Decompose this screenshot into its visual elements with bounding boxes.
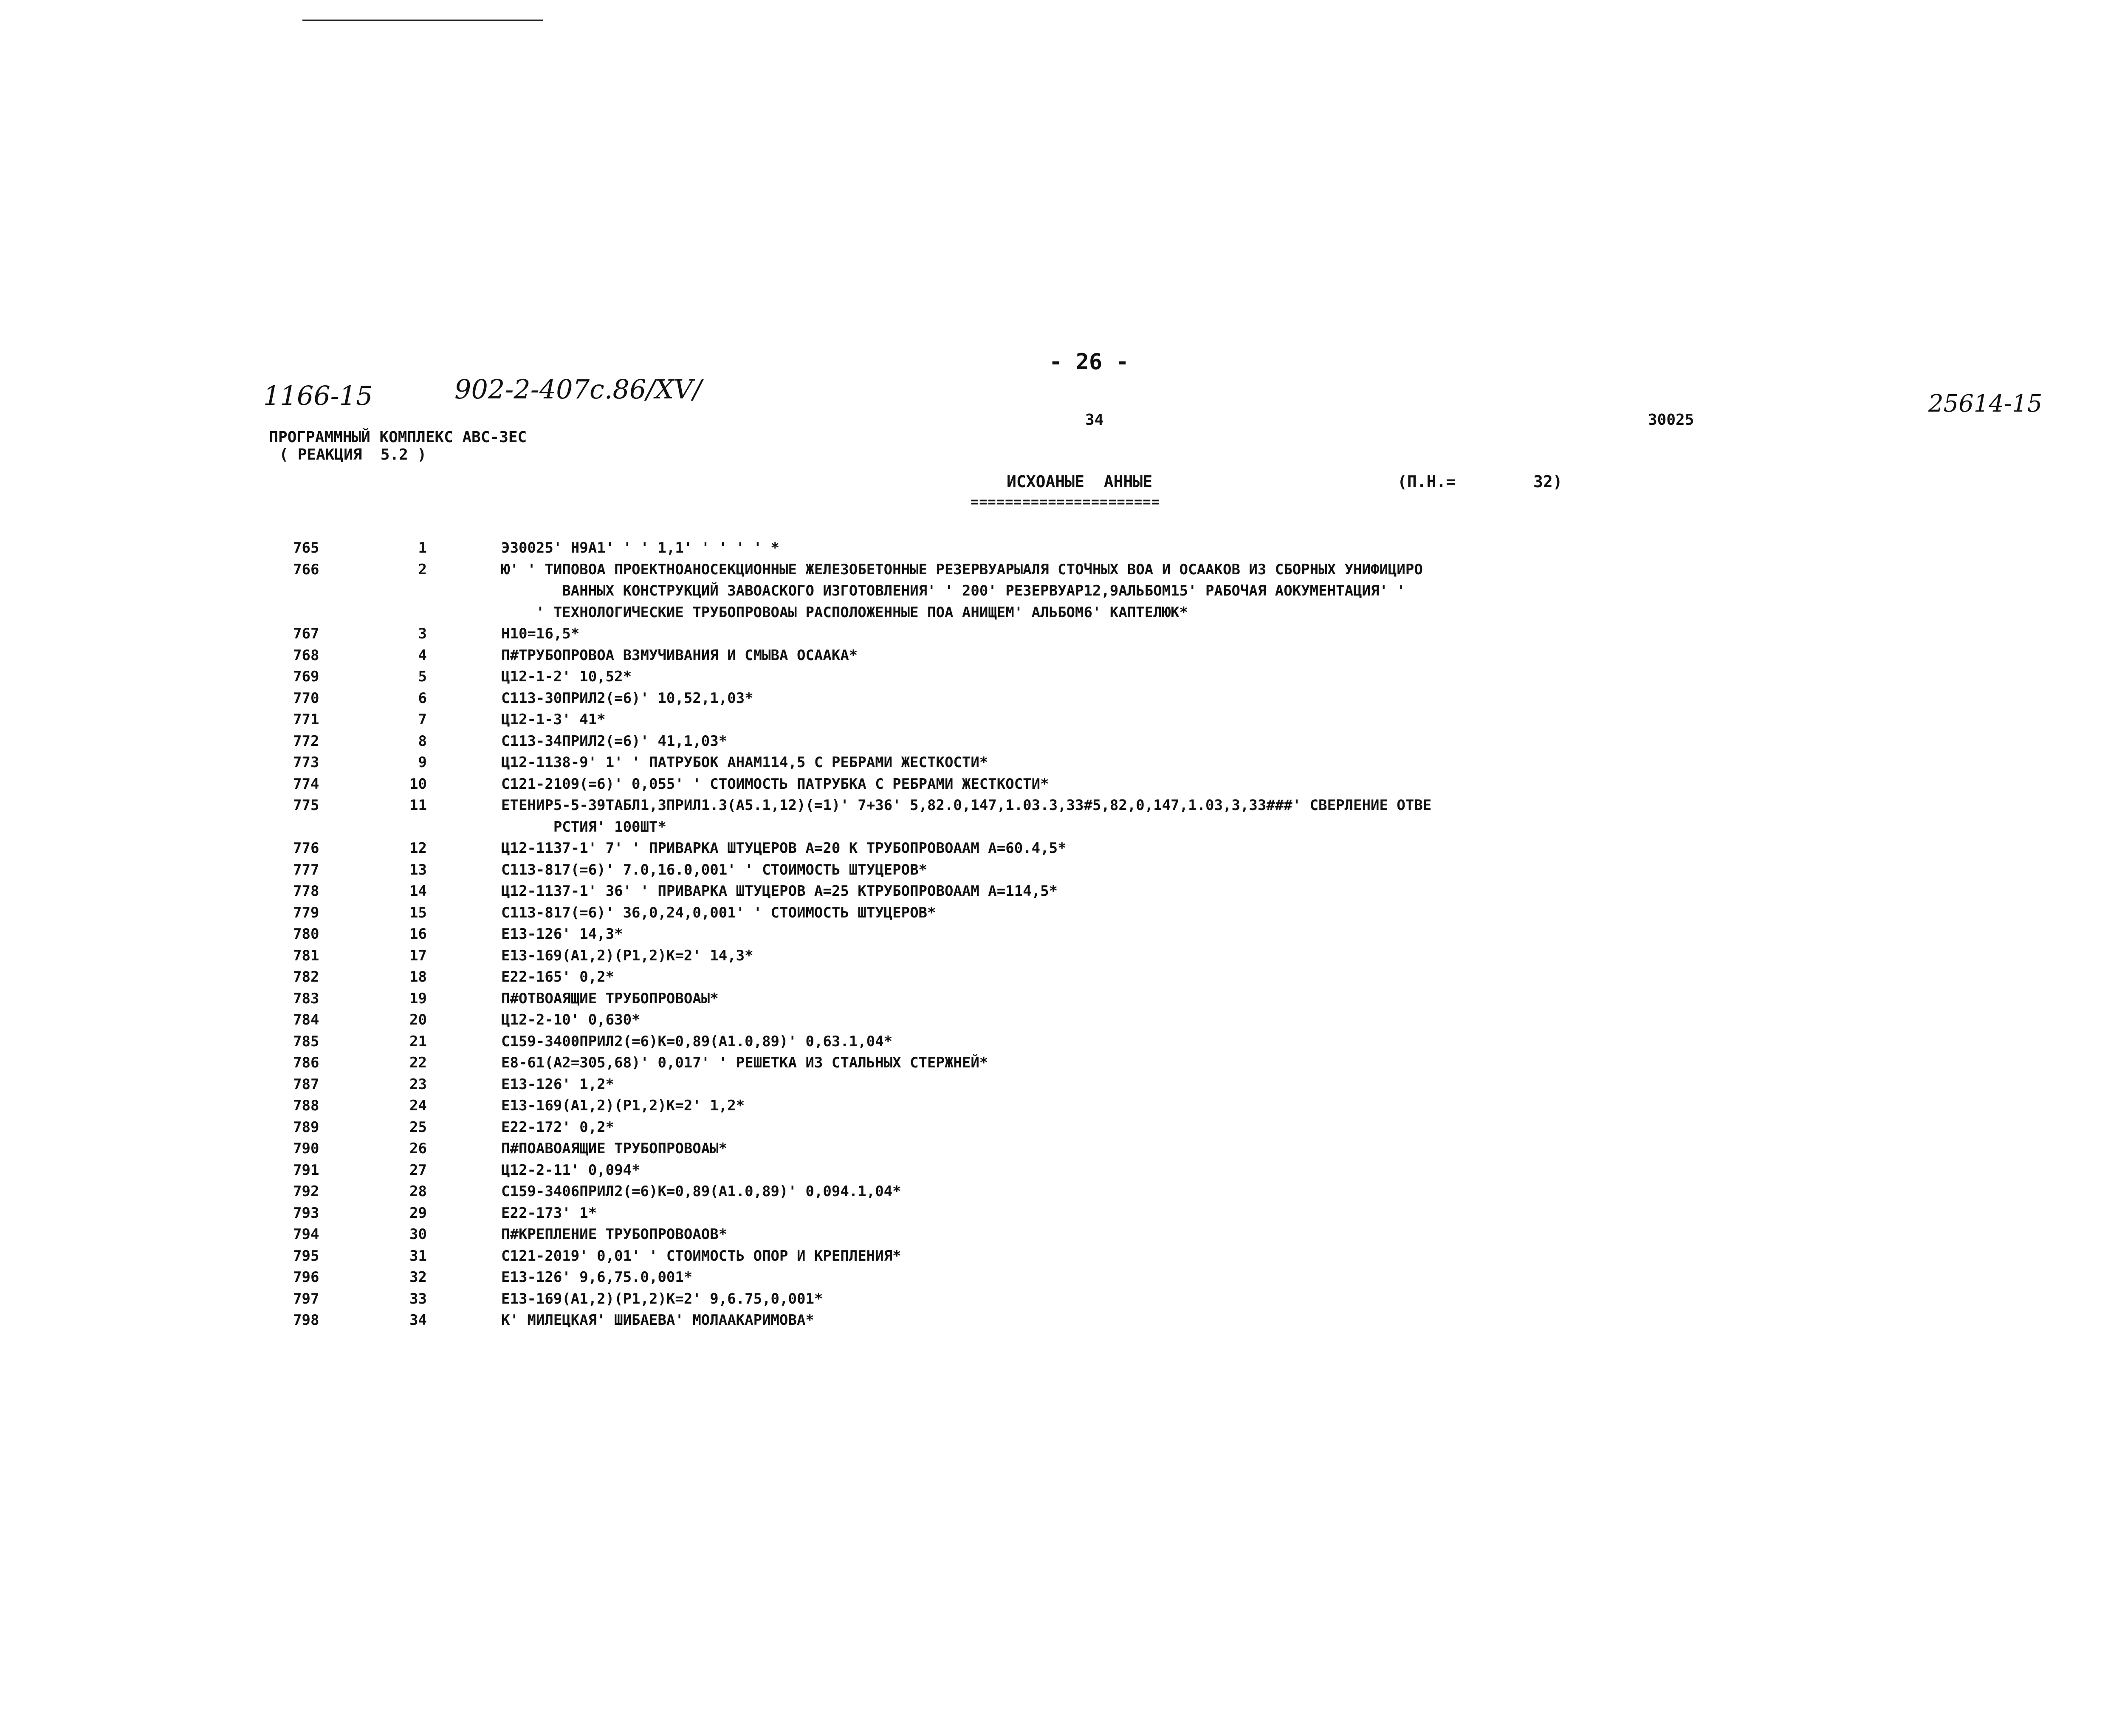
row-text: Ц12-1-2' 10,52* (501, 668, 632, 685)
row-text: С159-3406ПРИЛ2(=6)К=0,89(А1.0,89)' 0,094.1,04* (501, 1183, 901, 1200)
row-index: 24 (409, 1097, 427, 1114)
row-text: Е13-126' 14,3* (501, 926, 623, 943)
row-number: 776 (293, 840, 319, 857)
row-number: 788 (293, 1097, 319, 1114)
row-number: 778 (293, 883, 319, 900)
row-index: 11 (409, 797, 427, 814)
row-index: 33 (409, 1290, 427, 1307)
row-index: 5 (418, 668, 427, 685)
handwritten-right-code: 25614-15 (1928, 390, 2043, 418)
row-number: 792 (293, 1183, 319, 1200)
row-text: Е13-169(А1,2)(Р1,2)К=2' 1,2* (501, 1097, 745, 1114)
row-index: 4 (418, 646, 427, 664)
row-number: 798 (293, 1312, 319, 1329)
row-text: Е8-61(А2=305,68)' 0,017' ' РЕШЕТКА ИЗ СТАЛЬНЫХ СТЕРЖНЕЙ* (501, 1054, 988, 1071)
row-number: 782 (293, 968, 319, 985)
row-text: П#ПОАВОАЯЩИЕ ТРУБОПРОВОАЫ* (501, 1140, 728, 1157)
row-index: 25 (409, 1118, 427, 1136)
row-text: Ц12-1-3' 41* (501, 711, 606, 728)
row-index: 13 (409, 861, 427, 878)
row-text: С159-3400ПРИЛ2(=6)К=0,89(А1.0,89)' 0,63.1,04* (501, 1033, 893, 1050)
row-text: ЕТЕНИР5-5-39ТАБЛ1,3ПРИЛ1.3(А5.1,12)(=1)' 7+36' 5,82.0,147,1.03.3,33#5,82,0,147,1.03,3,33###' СВЕРЛЕНИЕ ОТВЕ (501, 797, 1432, 814)
row-index: 18 (409, 968, 427, 985)
row-number: 768 (293, 646, 319, 664)
row-text: К' МИЛЕЦКАЯ' ШИБАЕВА' МОЛААКАРИМОВА* (501, 1312, 814, 1329)
row-text: Е22-165' 0,2* (501, 968, 615, 985)
title-underline: ====================== (971, 494, 1160, 510)
row-text: С121-2019' 0,01' ' СТОИМОСТЬ ОПОР И КРЕПЛЕНИЯ* (501, 1247, 901, 1265)
row-number: 794 (293, 1226, 319, 1243)
row-number: 795 (293, 1247, 319, 1265)
row-number: 779 (293, 904, 319, 921)
row-number: 774 (293, 775, 319, 793)
row-number: 783 (293, 990, 319, 1007)
row-index: 9 (418, 754, 427, 771)
row-number: 766 (293, 561, 319, 578)
row-number: 775 (293, 797, 319, 814)
row-text: П#ТРУБОПРОВОА ВЗМУЧИВАНИЯ И СМЫВА ОСААКА* (501, 646, 858, 664)
row-text: Е13-169(А1,2)(Р1,2)К=2' 14,3* (501, 947, 753, 964)
row-text: Н10=16,5* (501, 625, 580, 642)
section-title: ИСХОАНЫЕ АННЫЕ (1007, 472, 1153, 491)
row-index: 34 (409, 1312, 427, 1329)
row-index: 22 (409, 1054, 427, 1071)
row-text: Е22-172' 0,2* (501, 1118, 615, 1136)
row-number: 791 (293, 1161, 319, 1179)
row-text: ' ТЕХНОЛОГИЧЕСКИЕ ТРУБОПРОВОАЫ РАСПОЛОЖЕННЫЕ ПОА АНИЩЕМ' АЛЬБОМ6' КАПТЕЛЮК* (501, 604, 1188, 621)
row-index: 12 (409, 840, 427, 857)
row-number: 777 (293, 861, 319, 878)
row-index: 17 (409, 947, 427, 964)
row-number: 797 (293, 1290, 319, 1307)
row-number: 770 (293, 689, 319, 707)
row-number: 780 (293, 926, 319, 943)
row-number: 771 (293, 711, 319, 728)
row-number: 790 (293, 1140, 319, 1157)
row-index: 1 (418, 539, 427, 556)
row-number: 789 (293, 1118, 319, 1136)
row-number: 785 (293, 1033, 319, 1050)
row-index: 7 (418, 711, 427, 728)
row-number: 793 (293, 1204, 319, 1222)
row-index: 16 (409, 926, 427, 943)
page-number: - 26 - (1049, 349, 1129, 375)
row-index: 14 (409, 883, 427, 900)
row-index: 31 (409, 1247, 427, 1265)
program-name: ПРОГРАММНЫЙ КОМПЛЕКС АВС-ЗЕС (269, 429, 527, 446)
row-index: 29 (409, 1204, 427, 1222)
row-text: П#ОТВОАЯЩИЕ ТРУБОПРОВОАЫ* (501, 990, 719, 1007)
row-index: 2 (418, 561, 427, 578)
row-text: С113-34ПРИЛ2(=6)' 41,1,03* (501, 732, 728, 750)
row-index: 15 (409, 904, 427, 921)
row-text: Е13-126' 1,2* (501, 1075, 615, 1093)
row-number: 772 (293, 732, 319, 750)
row-text: Ю' ' ТИПОВОА ПРОЕКТНОАНОСЕКЦИОННЫЕ ЖЕЛЕЗОБЕТОННЫЕ РЕЗЕРВУАРЫАЛЯ СТОЧНЫХ ВОА И ОСААКОВ ИЗ СБОРНЫХ УНИФИЦИРО (501, 561, 1423, 578)
handwritten-project-code: 902-2-407с.86/XV/ (454, 374, 702, 405)
program-edition: ( РЕАКЦИЯ 5.2 ) (279, 446, 427, 463)
row-number: 787 (293, 1075, 319, 1093)
row-number: 767 (293, 625, 319, 642)
row-index: 27 (409, 1161, 427, 1179)
sheet-number: 34 (1085, 411, 1104, 429)
pn-value: 32) (1533, 472, 1563, 491)
row-number: 781 (293, 947, 319, 964)
row-text: Ц12-2-10' 0,630* (501, 1011, 641, 1028)
row-number: 773 (293, 754, 319, 771)
row-index: 20 (409, 1011, 427, 1028)
row-number: 765 (293, 539, 319, 556)
row-number: 784 (293, 1011, 319, 1028)
row-index: 19 (409, 990, 427, 1007)
row-index: 30 (409, 1226, 427, 1243)
document-code: 30025 (1648, 411, 1694, 429)
row-text: РСТИЯ' 100ШТ* (501, 818, 666, 836)
row-text: ВАННЫХ КОНСТРУКЦИЙ ЗАВОАСКОГО ИЗГОТОВЛЕНИЯ' ' 200' РЕЗЕРВУАР12,9АЛЬБОМ15' РАБОЧАЯ АОКУМЕНТАЦИЯ' ' (501, 582, 1405, 599)
row-number: 786 (293, 1054, 319, 1071)
row-index: 32 (409, 1269, 427, 1286)
row-text: Ц12-2-11' 0,094* (501, 1161, 641, 1179)
row-index: 6 (418, 689, 427, 707)
row-index: 3 (418, 625, 427, 642)
pn-label: (П.Н.= (1397, 472, 1456, 491)
row-text: С113-817(=6)' 36,0,24,0,001' ' СТОИМОСТЬ ШТУЦЕРОВ* (501, 904, 936, 921)
row-text: С113-30ПРИЛ2(=6)' 10,52,1,03* (501, 689, 753, 707)
row-text: С113-817(=6)' 7.0,16.0,001' ' СТОИМОСТЬ ШТУЦЕРОВ* (501, 861, 928, 878)
row-text: Е13-126' 9,6,75.0,001* (501, 1269, 693, 1286)
row-number: 769 (293, 668, 319, 685)
row-text: Э30025' Н9А1' ' ' 1,1' ' ' ' ' * (501, 539, 780, 556)
row-index: 28 (409, 1183, 427, 1200)
row-index: 8 (418, 732, 427, 750)
row-number: 796 (293, 1269, 319, 1286)
row-text: Ц12-1137-1' 36' ' ПРИВАРКА ШТУЦЕРОВ А=25 КТРУБОПРОВОААМ А=114,5* (501, 883, 1058, 900)
row-index: 10 (409, 775, 427, 793)
row-text: Е13-169(А1,2)(Р1,2)К=2' 9,6.75,0,001* (501, 1290, 823, 1307)
row-text: Е22-173' 1* (501, 1204, 597, 1222)
row-text: П#КРЕПЛЕНИЕ ТРУБОПРОВОАОВ* (501, 1226, 728, 1243)
row-text: С121-2109(=6)' 0,055' ' СТОИМОСТЬ ПАТРУБКА С РЕБРАМИ ЖЕСТКОСТИ* (501, 775, 1049, 793)
row-index: 23 (409, 1075, 427, 1093)
row-text: Ц12-1137-1' 7' ' ПРИВАРКА ШТУЦЕРОВ А=20 К ТРУБОПРОВОААМ А=60.4,5* (501, 840, 1067, 857)
handwritten-left-code: 1166-15 (263, 380, 373, 411)
row-index: 21 (409, 1033, 427, 1050)
row-text: Ц12-1138-9' 1' ' ПАТРУБОК АНАМ114,5 С РЕБРАМИ ЖЕСТКОСТИ* (501, 754, 988, 771)
row-index: 26 (409, 1140, 427, 1157)
